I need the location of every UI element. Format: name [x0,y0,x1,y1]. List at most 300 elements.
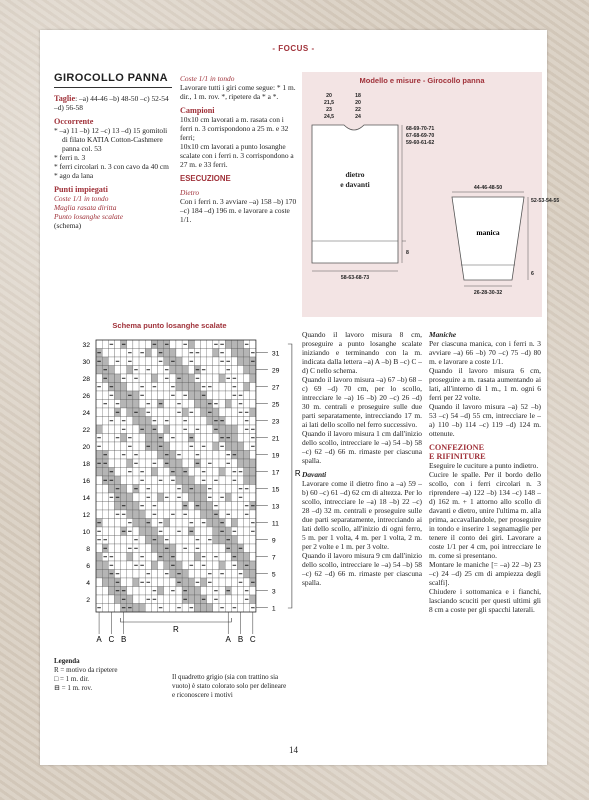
chart-cell [225,502,231,511]
chart-cell [188,374,194,383]
neck-size: 23 [326,107,332,113]
chart-cell [225,468,231,477]
chart-cell [96,595,102,604]
chart-cell [225,485,231,494]
chart-cell [164,502,170,511]
chart-cell [244,374,250,383]
chart-cell [145,536,151,545]
chart-cell [139,595,145,604]
chart-cell [250,493,256,502]
chart-cell [158,510,164,519]
row-number: 32 [82,342,90,350]
chart-cell [102,561,108,570]
chart-cell [114,425,120,434]
chart-cell [176,468,182,477]
chart-cell [194,408,200,417]
chart-cell [158,425,164,434]
chart-cell [108,544,114,553]
chart-cell [207,595,213,604]
row-number: 7 [271,554,276,562]
neck-size: 18 [355,93,361,99]
chart-cell [139,493,145,502]
chart-cell [250,468,256,477]
chart-cell [176,510,182,519]
chart-cell [219,587,225,596]
chart-cell [250,570,256,579]
chart-cell [102,493,108,502]
chart-cell [250,544,256,553]
chart-cell [133,425,139,434]
chart-cell [170,417,176,426]
chart-cell [158,468,164,477]
chart-cell [176,561,182,570]
chart-cell [133,417,139,426]
chart-cell [194,417,200,426]
legend-item [54,666,174,675]
materials-heading: Occorrente [54,117,94,126]
finishing-heading: E RIFINITURE [429,452,486,461]
chart-cell [207,476,213,485]
chart-cell [158,544,164,553]
gauge-text-1: 10x10 cm lavorati a m. rasata con i ferri n. 3 corrispondono a 25 m. e 32 ferri; [180,115,289,142]
chart-cell [127,587,133,596]
chart-cell [182,383,188,392]
magazine-page [40,30,560,765]
chart-cell [207,374,213,383]
chart-cell [225,442,231,451]
chart-cell [145,383,151,392]
rib-height: 8 [406,250,409,256]
chart-cell [237,510,243,519]
chart-cell [102,349,108,358]
chart-cell [121,408,127,417]
chart-cell [225,391,231,400]
chart-cell [201,527,207,536]
chart-cell [108,357,114,366]
chart-cell [164,485,170,494]
chart-cell [170,425,176,434]
chart-cell [114,604,120,613]
legend-symbol: ⊟ [54,684,60,692]
chart-cell [231,400,237,409]
chart-cell [151,519,157,528]
chart-cell [108,502,114,511]
chart-cell [127,536,133,545]
chart-cell [158,366,164,375]
chart-cell [250,510,256,519]
chart-cell [108,519,114,528]
chart-cell [237,476,243,485]
chart-cell [176,502,182,511]
chart-cell [225,340,231,349]
chart-cell [151,391,157,400]
chart-cell [102,510,108,519]
chart-cell [201,357,207,366]
chart-cell [127,595,133,604]
legend-text: = motivo da ripetere [60,666,118,674]
chart-cell [176,476,182,485]
chart-cell [145,425,151,434]
row-number: 18 [82,461,90,469]
chart-cell [108,578,114,587]
chart-cell [194,510,200,519]
chart-cell [182,476,188,485]
instruction-paragraph: Quando il lavoro misura 8 cm, proseguire a punto losanghe scalate iniziando e terminando con la m. indicata dalla lettera –a) A –b) B –c) C –d) C nello schema. [302,330,422,375]
chart-cell [127,417,133,426]
chart-cell [102,570,108,579]
chart-cell [145,527,151,536]
chart-cell [244,536,250,545]
chart-cell [108,527,114,536]
chart-cell [250,561,256,570]
chart-cell [151,451,157,460]
chart-cell [250,476,256,485]
chart-cell [108,587,114,596]
chart-cell [127,553,133,562]
chart-cell [108,485,114,494]
chart-cell [207,527,213,536]
chart-cell [170,400,176,409]
chart-cell [114,476,120,485]
chart-cell [151,349,157,358]
chart-cell [207,417,213,426]
chart-cell [250,485,256,494]
chart-cell [133,595,139,604]
chart-cell [182,570,188,579]
chart-cell [164,357,170,366]
chart-cell [237,561,243,570]
chart-cell [194,587,200,596]
row-number: 10 [82,529,90,537]
chart-cell [133,527,139,536]
chart-cell [250,408,256,417]
chart-cell [127,476,133,485]
chart-cell [102,519,108,528]
chart-cell [170,578,176,587]
sleeve-top-width: 44-46-48-50 [473,185,503,191]
chart-cell [164,510,170,519]
measurements-diagram [302,72,560,317]
chart-cell [139,357,145,366]
chart-cell [151,476,157,485]
chart-cell [237,383,243,392]
chart-cell [231,425,237,434]
chart-cell [231,493,237,502]
chart-cell [121,383,127,392]
chart-cell [133,434,139,443]
chart-cell [201,485,207,494]
chart-cell [237,417,243,426]
chart-cell [225,553,231,562]
chart-cell [164,561,170,570]
chart-cell [219,391,225,400]
chart-cell [201,493,207,502]
chart-cell [108,408,114,417]
chart-cell [182,400,188,409]
chart-cell [182,408,188,417]
chart-cell [219,561,225,570]
instruction-paragraph: Quando il lavoro misura 9 cm dall'inizio dello scollo, intrecciare le –a) 54 –b) 58 –c) 62 –d) 66 m. rimaste per ciascuna spalla. [302,551,422,587]
row-number: 11 [271,520,279,528]
chart-cell [127,374,133,383]
chart-cell [170,502,176,511]
chart-cell [225,476,231,485]
chart-cell [145,459,151,468]
chart-cell [244,578,250,587]
chart-cell [108,400,114,409]
chart-cell [213,391,219,400]
chart-cell [114,451,120,460]
sleeve-outline [452,197,524,280]
chart-cell [96,502,102,511]
chart-cell [114,391,120,400]
chart-cell [121,485,127,494]
chart-cell [127,425,133,434]
chart-cell [219,451,225,460]
chart-cell [207,451,213,460]
chart-cell [108,604,114,613]
chart-cell [213,519,219,528]
chart-cell [201,536,207,545]
chart-cell [151,527,157,536]
chart-cell [201,587,207,596]
chart-cell [176,442,182,451]
chart-cell [231,340,237,349]
chart-cell [139,544,145,553]
chart-cell [102,604,108,613]
chart-cell [127,561,133,570]
chart-cell [102,485,108,494]
chart-cell [176,587,182,596]
row-number: 21 [271,435,280,443]
neck-size: 22 [355,107,361,113]
chart-cell [108,459,114,468]
material-item: * ago da lana [54,171,94,180]
instruction-paragraph: Lavorare come il dietro fino a –a) 59 –b) 60 –c) 61 –d) 62 cm di altezza. Per lo scollo, intrecciare le –a) 18 –b) 22 –c) 28 –d) 32 m. centrali e proseguire sulle due parti separatamente, intrecciando ai lati dello scollo, all'inizio di ogni ferro, 5 m. per 1 volta, 4 m. per 1 volta, 2 m. per 2 volte e 1 m. per 3 volte. [302,479,422,551]
chart-cell [201,349,207,358]
chart-cell [96,570,102,579]
chart-cell [170,366,176,375]
chart-cell [158,383,164,392]
chart-cell [139,459,145,468]
chart-cell [145,544,151,553]
chart-cell [102,578,108,587]
stitch-note: (schema) [54,221,82,230]
chart-cell [114,366,120,375]
chart-cell [133,510,139,519]
chart-cell [250,459,256,468]
finishing-column [429,330,541,614]
chart-cell [127,451,133,460]
chart-cell [139,604,145,613]
chart-cell [194,595,200,604]
chart-cell [121,561,127,570]
chart-cell [244,451,250,460]
chart-cell [237,587,243,596]
chart-cell [96,553,102,562]
legend-title: Legenda [54,657,80,665]
chart-cell [201,425,207,434]
row-number: 4 [86,580,90,588]
length-label: 68-69-70-71 [406,126,435,132]
chart-cell [102,434,108,443]
chart-cell [176,425,182,434]
row-number: 22 [82,427,90,435]
chart-cell [225,570,231,579]
chart-cell [237,536,243,545]
chart-cell [213,459,219,468]
chart-cell [127,383,133,392]
chart-cell [133,357,139,366]
chart-cell [114,519,120,528]
chart-cell [164,476,170,485]
chart-cell [145,340,151,349]
chart-cell [194,434,200,443]
row-number: 30 [82,359,90,367]
row-number: 25 [271,401,280,409]
chart-cell [237,527,243,536]
chart-cell [201,502,207,511]
chart-cell [225,349,231,358]
chart-cell [145,349,151,358]
chart-cell [250,366,256,375]
chart-cell [114,527,120,536]
chart-cell [207,434,213,443]
chart-cell [201,451,207,460]
chart-cell [244,442,250,451]
chart-cell [207,349,213,358]
chart-cell [108,510,114,519]
chart-cell [133,578,139,587]
chart-cell [194,442,200,451]
chart-cell [188,383,194,392]
chart-cell [158,459,164,468]
page-number: 14 [289,745,298,755]
chart-cell [188,544,194,553]
chart-cell [219,476,225,485]
chart-cell [219,536,225,545]
chart-cell [158,595,164,604]
chart-cell [201,400,207,409]
stitch-item: Coste 1/1 in tondo [54,194,109,203]
chart-cell [213,366,219,375]
chart-cell [231,502,237,511]
instruction-paragraph: Cucire le spalle. Per il bordo dello scollo, con i ferri circolari n. 3 riprendere –a) 122 –b) 134 –c) 148 –d) 162 m. + 1 attorno allo scollo di davanti e dietro, unire l'ultima m. alla prima, accavallandole, per proseguire in tondo e inserire 1 segnamaglie per tenere il conto dei giri. Lavorare a coste 1/1 per 4 cm, poi intrecciare le m. come si presentano. [429,470,541,560]
body-outline [312,125,398,263]
chart-cell [250,595,256,604]
chart-cell [96,587,102,596]
chart-cell [151,570,157,579]
chart-cell [201,510,207,519]
chart-cell [225,417,231,426]
chart-note: Il quadretto grigio (sia con trattino sia vuoto) è stato colorato solo per delineare e riconoscere i motivi [172,673,287,699]
pattern-title: GIROCOLLO PANNA [54,72,168,84]
chart-cell [237,434,243,443]
chart-cell [244,383,250,392]
chart-cell [244,366,250,375]
instruction-paragraph: Montare le maniche [= –a) 22 –b) 23 –c) 24 –d) 25 cm di ampiezza degli scalfi]. [429,560,541,587]
row-number: 27 [271,384,280,392]
chart-cell [225,578,231,587]
chart-cell [96,468,102,477]
chart-cell [188,570,194,579]
chart-cell [164,527,170,536]
chart-cell [121,459,127,468]
chart-cell [133,349,139,358]
chart-cell [231,519,237,528]
instruction-paragraph: Quando il lavoro misura –a) 67 –b) 68 –c) 69 –d) 70 cm, per lo scollo, intrecciare le –a) 16 –b) 20 –c) 26 –d) 30 m. centrali e proseguire sulle due parti separatamente, intrecciando 17 m. ai lati dello scollo nel ferro successivo. [302,375,422,429]
material-item: * ferri circolari n. 3 con cavo da 40 cm [54,162,169,171]
chart-cell [219,400,225,409]
chart-cell [176,519,182,528]
chart-cell [188,587,194,596]
chart-cell [145,604,151,613]
chart-cell [182,519,188,528]
chart-cell [231,459,237,468]
chart-cell [164,391,170,400]
chart-cell [244,493,250,502]
chart-cell [133,391,139,400]
chart-cell [121,519,127,528]
chart-cell [188,366,194,375]
chart-cell [219,544,225,553]
material-item: * ferri n. 3 [54,153,86,162]
chart-cell [250,536,256,545]
chart-cell [133,587,139,596]
length-label: 59-60-61-62 [406,140,435,146]
instruction-paragraph: Eseguire le cuciture a punto indietro. [429,461,539,470]
chart-cell [145,374,151,383]
chart-cell [237,442,243,451]
chart-cell [219,485,225,494]
chart-cell [231,357,237,366]
chart-cell [194,519,200,528]
chart-cell [139,417,145,426]
chart-cell [121,476,127,485]
chart-cell [102,340,108,349]
chart-cell [108,451,114,460]
legend-item [54,675,174,684]
chart-cell [213,349,219,358]
chart-cell [207,544,213,553]
chart-cell [250,391,256,400]
chart-cell [121,442,127,451]
chart-cell [139,451,145,460]
chart-cell [213,561,219,570]
stitches-heading: Punti impiegati [54,185,108,194]
chart-cell [237,374,243,383]
chart-cell [231,485,237,494]
chart-cell [182,561,188,570]
sleeve-label: manica [476,228,500,237]
chart-cell [188,502,194,511]
chart-cell [188,425,194,434]
chart-cell [237,425,243,434]
chart-cell [158,408,164,417]
chart-cell [231,595,237,604]
chart-cell [244,434,250,443]
chart-cell [194,357,200,366]
chart-cell [139,400,145,409]
neck-size: 24,5 [323,114,335,120]
chart-cell [96,408,102,417]
chart-cell [164,595,170,604]
chart-cell [170,340,176,349]
chart-cell [145,510,151,519]
legend-item [54,684,174,693]
chart-cell [176,544,182,553]
chart-cell [139,485,145,494]
